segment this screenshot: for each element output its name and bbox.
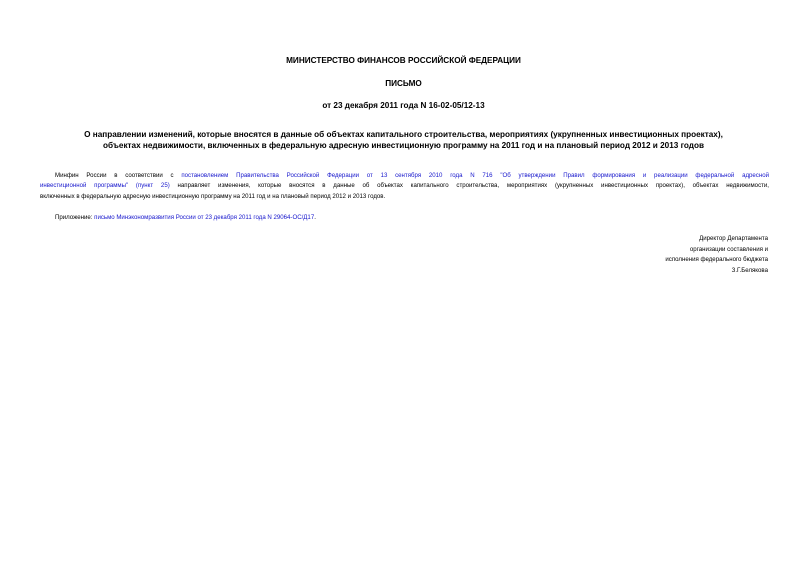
body-line-3: включенных в федеральную адресную инвестиционную программу на 2011 год и на плановый период 2012 и 2013 годов.: [40, 192, 386, 200]
document-date-number: от 23 декабря 2011 года N 16-02-05/12-13: [322, 101, 485, 110]
signature-position-2: организации составления и: [689, 245, 768, 253]
body-text: Минфин России в соответствии с: [55, 172, 182, 179]
appendix-label: Приложение:: [55, 214, 95, 221]
signature-position-1: Директор Департамента: [699, 235, 768, 242]
resolution-link[interactable]: постановлением Правительства Российской Федерации от 13 сентября 2010 года N 716 "Об утверждении Правил формирования и реализации федеральной адресной: [181, 172, 769, 179]
appendix-link[interactable]: письмо Минэкономразвития России от 23 декабря 2011 года N 29064-ОС/Д17: [94, 214, 315, 221]
appendix-end: .: [314, 214, 316, 221]
subject-line-1: О направлении изменений, которые вносятся в данные об объектах капитального строительства, мероприятиях (укрупненных инвестиционных проектах),: [84, 130, 723, 139]
document-type-heading: ПИСЬМО: [385, 79, 422, 88]
document-subject: [40, 129, 767, 151]
body-line-1: [40, 171, 769, 181]
body-paragraph: [40, 171, 769, 202]
subject-line-2: объектах недвижимости, включенных в федеральную адресную инвестиционную программу на 2011 год и на плановый период 2012 и 2013 годов: [102, 141, 705, 150]
signature-block: [665, 234, 768, 276]
signature-position-3: исполнения федерального бюджета: [665, 256, 768, 263]
signature-name: З.Г.Белякова: [731, 266, 768, 274]
appendix-line: [55, 213, 316, 223]
ministry-heading: МИНИСТЕРСТВО ФИНАНСОВ РОССИЙСКОЙ ФЕДЕРАЦИИ: [286, 56, 521, 65]
body-text: направляет изменения, которые вносятся в данные об объектах капитального строительства, мероприятиях (укрупненных инвестиционных проектах), объектах недвижимости,: [169, 182, 770, 190]
resolution-link-continued[interactable]: инвестиционной программы" (пункт 25): [40, 182, 170, 190]
body-line-2: [40, 181, 769, 191]
